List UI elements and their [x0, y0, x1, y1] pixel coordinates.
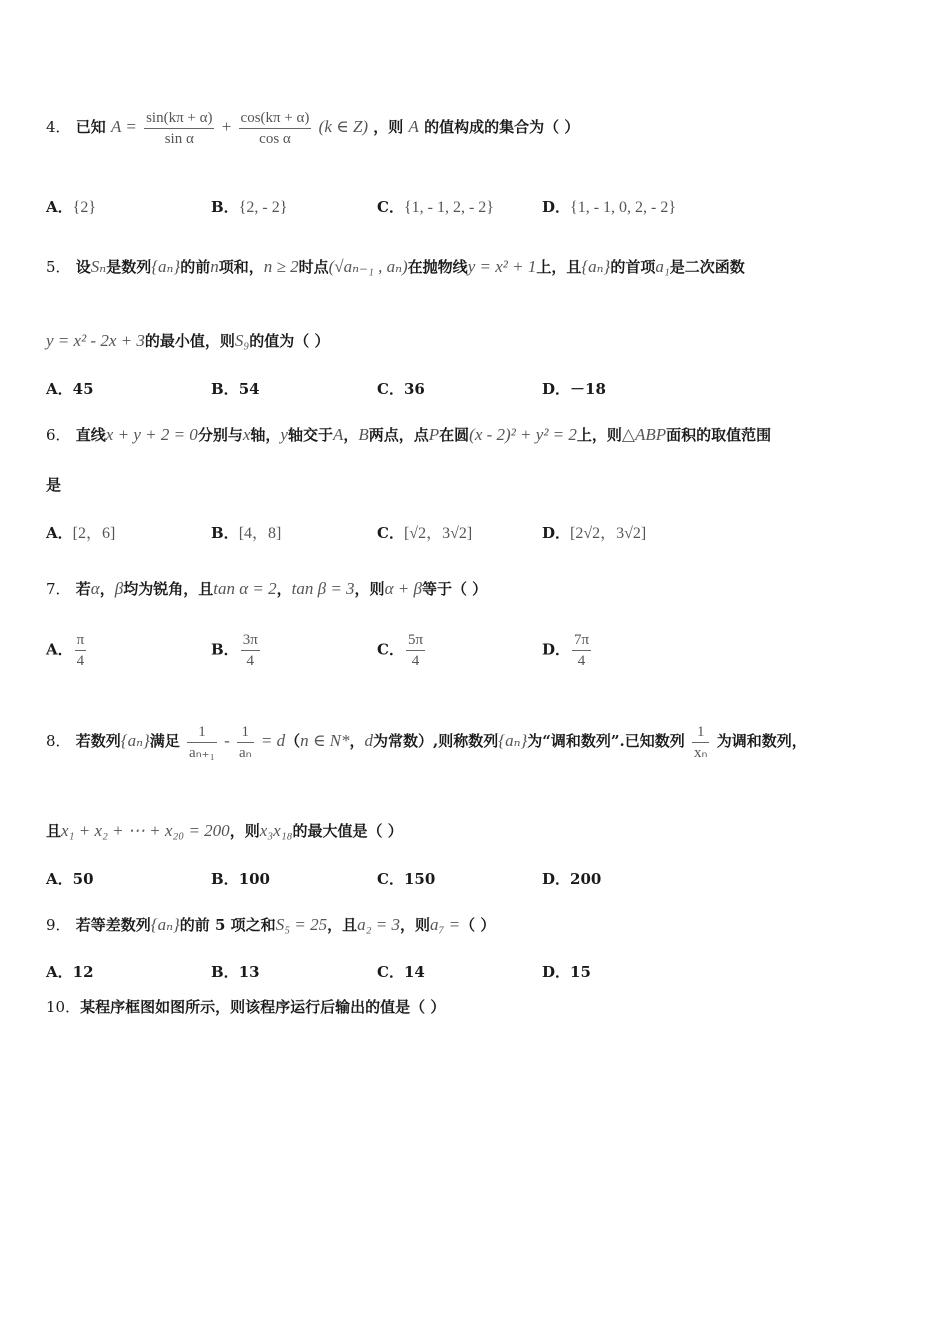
option-b: B．54: [211, 380, 260, 398]
math-expr: n: [210, 257, 219, 276]
math-expr: (√aₙ₋₁ , aₙ): [328, 257, 408, 276]
option-d: D．15: [542, 963, 591, 981]
question-text: 的首项: [610, 258, 656, 276]
fraction-numerator: cos(kπ + α): [239, 108, 312, 129]
math-expr: P: [428, 425, 440, 444]
math-expr: Sₙ: [90, 257, 107, 276]
math-expr: S₉: [234, 331, 250, 350]
fraction: $\frac{7\pi}{4}$: [574, 632, 590, 669]
question-6: [46, 424, 910, 446]
question-text: 若数列: [75, 732, 121, 750]
fraction-denominator: cos α: [259, 130, 291, 147]
question-text: 的前 5 项之和: [179, 916, 276, 934]
math-expr: x₁ + x₂ + ⋯ + x₂₀ = 200: [61, 821, 230, 840]
math-expr: = d: [260, 731, 286, 750]
fraction: [144, 108, 214, 149]
question-text: （: [285, 732, 301, 750]
math-expr: (x - 2)² + y² = 2: [469, 425, 577, 444]
option-d: D．－18: [542, 380, 606, 398]
question-text: ，: [349, 732, 365, 750]
question-8-line-2: [46, 820, 910, 842]
fraction: [239, 108, 312, 149]
question-number: 6．: [46, 426, 71, 444]
question-text: 的值构成的集合为（ ）: [424, 118, 580, 136]
question-text: 两点，点: [368, 426, 429, 444]
question-number: 8．: [46, 732, 71, 750]
math-expr: S₅ = 25: [275, 915, 328, 934]
question-text: 的前: [180, 258, 211, 276]
option-a: A．50: [46, 870, 94, 888]
question-text: 且: [46, 822, 62, 840]
math-expr: a₇ =: [430, 915, 461, 934]
question-text: 满足: [149, 732, 180, 750]
math-expr: y: [280, 425, 288, 444]
math-expr: (k ∈ Z): [318, 117, 369, 136]
math-expr: d: [364, 731, 374, 750]
math-expr: tan α = 2: [213, 579, 277, 598]
option-a: A．12: [46, 963, 94, 981]
fraction-denominator: sin α: [164, 130, 194, 147]
question-number: 10．: [46, 998, 81, 1016]
math-expr: y = x² + 1: [467, 257, 537, 276]
question-text: 上，且: [536, 258, 582, 276]
math-expr: α + β: [384, 579, 422, 598]
question-text: 分别与: [197, 426, 243, 444]
math-expr: A: [408, 117, 419, 136]
fraction: $\frac{1}{\text{aₙ}}$: [238, 723, 252, 761]
option-a: A．45: [46, 380, 94, 398]
question-text: 为“调和数列”.已知数列: [527, 732, 685, 750]
question-10: [46, 996, 910, 1018]
question-text: ，则: [399, 916, 430, 934]
math-expr: x₃x₁₈: [259, 821, 293, 840]
math-expr: β: [114, 579, 124, 598]
fraction: $\frac{1}{\text{aₙ₊₁}}$: [189, 723, 215, 761]
math-expr: -: [224, 731, 230, 750]
question-number: 4．: [46, 118, 71, 136]
question-8: [46, 716, 910, 766]
option-c: C．150: [377, 870, 436, 888]
math-expr: y = x² - 2x + 3: [46, 331, 145, 350]
math-expr: n ≥ 2: [263, 257, 299, 276]
question-text: 时点: [298, 258, 329, 276]
math-expr: tan β = 3: [291, 579, 355, 598]
math-expr: x + y + 2 = 0: [105, 425, 198, 444]
question-text: ，: [99, 580, 115, 598]
question-text: 上，则: [576, 426, 622, 444]
math-expr: a₂ = 3: [357, 915, 400, 934]
question-text: 直线: [75, 426, 106, 444]
math-expr: A: [332, 425, 344, 444]
math-expr: +: [221, 117, 232, 136]
question-text: 某程序框图如图所示，则该程序运行后输出的值是（ ）: [80, 998, 446, 1016]
option-c: C．{1, - 1, 2, - 2}: [377, 198, 494, 216]
option-b: B．{2, - 2}: [211, 198, 288, 216]
option-a: A．{2}: [46, 198, 96, 216]
question-text: 为调和数列，: [716, 732, 807, 750]
option-b: B． $\frac{3\pi}{4}$: [211, 632, 258, 669]
question-text: 若: [75, 580, 91, 598]
question-number: 7．: [46, 580, 71, 598]
question-9: [46, 914, 910, 936]
math-expr: {aₙ}: [151, 257, 181, 276]
option-c: C． $\frac{5\pi}{4}$: [377, 632, 424, 669]
question-text: 的值为（ ）: [249, 332, 330, 350]
question-text: ，则: [229, 822, 260, 840]
question-6-line-2: [46, 474, 910, 496]
option-a: A． $\frac{\pi}{4}$: [46, 632, 85, 669]
fraction: $\frac{5\pi}{4}$: [407, 632, 424, 669]
question-text: 均为锐角，且: [123, 580, 214, 598]
math-expr: α: [90, 579, 100, 598]
math-expr: △ABP: [621, 425, 667, 444]
question-text: 的最大值是（ ）: [292, 822, 403, 840]
question-text: 为常数）,则称数列: [373, 732, 499, 750]
math-expr: B: [358, 425, 369, 444]
question-text: 的最小值，则: [144, 332, 235, 350]
question-text: 是: [46, 476, 62, 494]
question-text: ，则: [373, 118, 404, 136]
option-d: D．{1, - 1, 0, 2, - 2}: [542, 198, 677, 216]
question-text: 是数列: [106, 258, 152, 276]
question-text: （ ）: [460, 916, 496, 934]
question-text: 在抛物线: [407, 258, 468, 276]
option-b: B．[4，8]: [211, 524, 282, 542]
question-text: 在圆: [439, 426, 470, 444]
question-text: 轴交于: [287, 426, 333, 444]
fraction: $\frac{3\pi}{4}$: [242, 632, 258, 669]
question-4: [46, 104, 910, 150]
option-c: C．36: [377, 380, 425, 398]
math-expr: {aₙ}: [581, 257, 611, 276]
option-d: D．[2√2，3√2]: [542, 524, 647, 542]
option-c: C．14: [377, 963, 425, 981]
question-text: ，: [343, 426, 359, 444]
question-text: 等于（ ）: [421, 580, 488, 598]
question-5-line-2: [46, 330, 910, 352]
math-expr: a₁: [655, 257, 670, 276]
fraction-numerator: sin(kπ + α): [144, 108, 214, 129]
question-text: 项和，: [218, 258, 264, 276]
question-5: [46, 256, 910, 278]
math-expr: {aₙ}: [120, 731, 150, 750]
math-expr: {aₙ}: [150, 915, 180, 934]
math-expr: x: [242, 425, 251, 444]
question-text: 轴，: [250, 426, 281, 444]
question-number: 9．: [46, 916, 71, 934]
option-c: C．[√2，3√2]: [377, 524, 473, 542]
option-d: D． $\frac{7\pi}{4}$: [542, 632, 590, 669]
question-number: 5．: [46, 258, 71, 276]
question-text: ，且: [327, 916, 358, 934]
math-expr: A =: [111, 117, 137, 136]
math-expr: {aₙ}: [498, 731, 528, 750]
question-text: 设: [75, 258, 91, 276]
question-text: ，则: [354, 580, 385, 598]
question-text: 是二次函数: [669, 258, 745, 276]
fraction: $\frac{\pi}{4}$: [76, 632, 85, 669]
question-text: 面积的取值范围: [666, 426, 772, 444]
question-text: 若等差数列: [75, 916, 151, 934]
question-text: ，: [276, 580, 292, 598]
math-expr: n ∈ N*: [300, 731, 350, 750]
question-text: 已知: [75, 118, 106, 136]
option-a: A．[2，6]: [46, 524, 116, 542]
option-d: D．200: [542, 870, 602, 888]
option-b: B．100: [211, 870, 270, 888]
option-b: B．13: [211, 963, 260, 981]
question-7: [46, 578, 910, 600]
fraction: $\frac{1}{\text{xₙ}}$: [694, 723, 708, 761]
